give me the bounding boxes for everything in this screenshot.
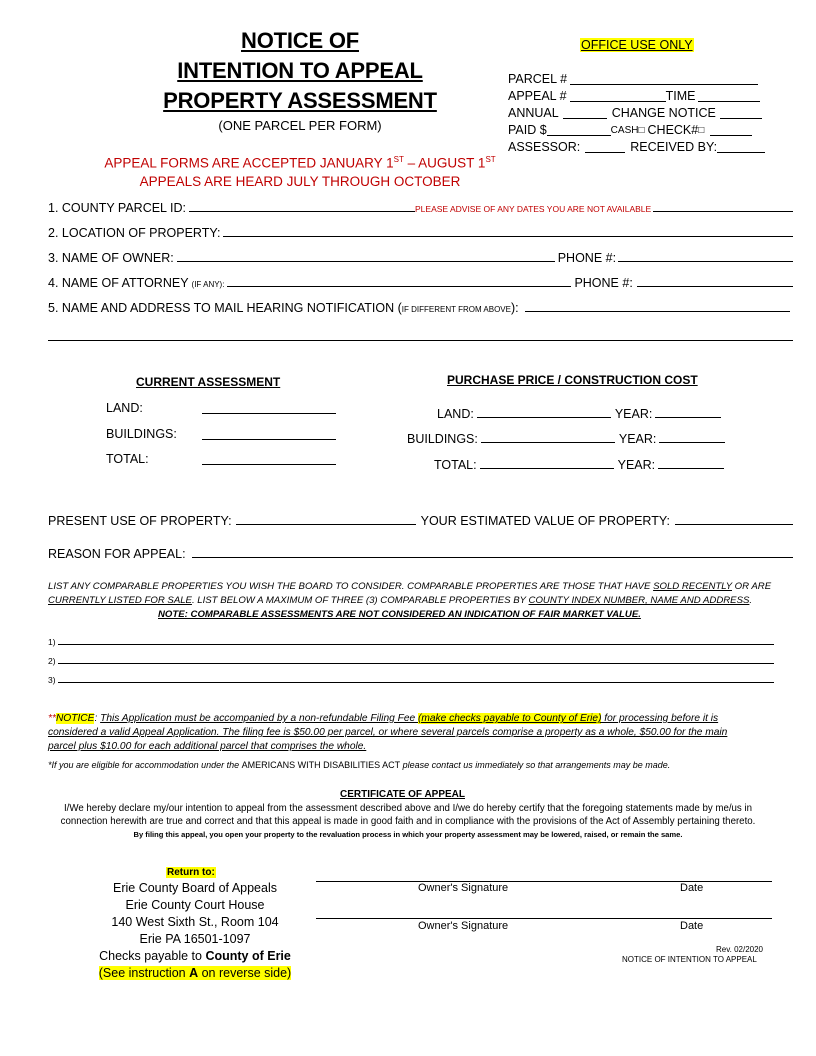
- present-use-line[interactable]: [236, 524, 416, 525]
- comparables-line-1: LIST ANY COMPARABLE PROPERTIES YOU WISH THE BOARD TO CONSIDER. COMPARABLE PROPERTIES ARE THOSE THAT HAVE SOLD RECENTLY OR ARE: [48, 581, 772, 592]
- return-line-1: Erie County Board of Appeals: [113, 881, 277, 895]
- purchase-total-line[interactable]: [480, 468, 614, 469]
- comparables-instructions: [48, 580, 793, 608]
- form-title: [140, 26, 460, 116]
- return-address: [90, 880, 300, 982]
- title-line-3: PROPERTY ASSESSMENT: [163, 88, 437, 113]
- office-annual-line[interactable]: [563, 118, 607, 119]
- cash-checkbox[interactable]: □: [638, 125, 645, 136]
- purchase-land-line[interactable]: [477, 417, 611, 418]
- owner-line[interactable]: [177, 261, 555, 262]
- office-parcel-line[interactable]: [570, 84, 758, 85]
- current-assessment-heading: CURRENT ASSESSMENT: [136, 375, 281, 389]
- availability-note: PLEASE ADVISE OF ANY DATES YOU ARE NOT AVAILABLE: [415, 204, 652, 214]
- purchase-buildings-row: BUILDINGS: YEAR:: [407, 432, 725, 446]
- purchase-land-row: LAND: YEAR:: [437, 407, 721, 421]
- comparable-3-line[interactable]: [58, 682, 774, 683]
- date-label-2: Date: [680, 920, 704, 932]
- office-change-notice-line[interactable]: [720, 118, 762, 119]
- current-buildings-label: BUILDINGS:: [106, 427, 177, 441]
- current-buildings-line[interactable]: [202, 439, 336, 440]
- purchase-buildings-line[interactable]: [481, 442, 615, 443]
- purchase-land-year-line[interactable]: [655, 417, 721, 418]
- office-use-block: [508, 71, 768, 156]
- filing-fee-notice: [48, 712, 778, 754]
- office-use-title: OFFICE USE ONLY: [581, 38, 693, 52]
- form-name-footer: NOTICE OF INTENTION TO APPEAL: [622, 955, 757, 964]
- field-owner: 3. NAME OF OWNER: PHONE #:: [48, 251, 793, 265]
- notice-line-1: **NOTICE: This Application must be accompanied by a non-refundable Filing Fee (make checks payable to County of Erie) for processing before it is: [48, 713, 719, 724]
- parcel-id-line[interactable]: [189, 211, 415, 212]
- comparables-line-2: CURRENTLY LISTED FOR SALE. LIST BELOW A MAXIMUM OF THREE (3) COMPARABLE PROPERTIES BY COUNTY INDEX NUMBER, NAME AND ADDRESS.: [48, 595, 753, 606]
- current-total-label: TOTAL:: [106, 452, 149, 466]
- current-land-line[interactable]: [202, 413, 336, 414]
- office-parcel-row: PARCEL #: [508, 71, 768, 88]
- field-attorney: 4. NAME OF ATTORNEY (IF ANY): PHONE #:: [48, 276, 793, 290]
- purchase-buildings-year-line[interactable]: [659, 442, 725, 443]
- return-line-3: 140 West Sixth St., Room 104: [111, 915, 279, 929]
- notice-line-3: parcel plus $10.00 for each additional parcel that comprises the whole.: [48, 741, 367, 752]
- purchase-total-row: TOTAL: YEAR:: [434, 458, 724, 472]
- title-line-2: INTENTION TO APPEAL: [177, 58, 423, 83]
- office-check-line[interactable]: [710, 135, 752, 136]
- certificate-line-3: By filing this appeal, you open your property to the revaluation process in which your property assessment may be lowered, raised, or remain the same.: [133, 830, 683, 839]
- location-line[interactable]: [223, 236, 794, 237]
- return-line-2: Erie County Court House: [125, 898, 265, 912]
- office-assessor-line[interactable]: [585, 152, 625, 153]
- purchase-heading: PURCHASE PRICE / CONSTRUCTION COST: [447, 373, 698, 387]
- accepted-line: APPEAL FORMS ARE ACCEPTED JANUARY 1ST – AUGUST 1ST: [104, 155, 496, 171]
- ada-notice: *If you are eligible for accommodation under the AMERICANS WITH DISABILITIES ACT please contact us immediately so that arrangements may be made.: [48, 760, 671, 770]
- office-received-line[interactable]: [717, 152, 765, 153]
- reason-line[interactable]: [192, 557, 793, 558]
- owner-signature-label-1: Owner's Signature: [418, 882, 509, 894]
- check-checkbox[interactable]: □: [698, 125, 705, 136]
- comparable-1: 1): [48, 637, 774, 647]
- comparables-note: NOTE: COMPARABLE ASSESSMENTS ARE NOT CONSIDERED AN INDICATION OF FAIR MARKET VALUE.: [158, 609, 641, 620]
- return-line-4: Erie PA 16501-1097: [139, 932, 251, 946]
- certificate-line-2: connection herewith are true and correct and that this appeal is made in good faith and in compliance with the provisions of the Act of Assembly pertaining thereto.: [60, 816, 756, 827]
- certificate-line-1: I/We hereby declare my/our intention to appeal from the assessment described above and I/we do hereby certify that the foregoing statements made by me/us in: [63, 803, 752, 814]
- field-location: 2. LOCATION OF PROPERTY:: [48, 226, 793, 240]
- comparable-1-line[interactable]: [58, 644, 774, 645]
- signature-line-1[interactable]: [316, 881, 772, 882]
- office-paid-row: PAID $ CASH □ CHECK# □: [508, 122, 768, 139]
- certificate-text: [40, 802, 776, 841]
- purchase-total-year-line[interactable]: [658, 468, 724, 469]
- current-total-line[interactable]: [202, 464, 336, 465]
- reason-row: REASON FOR APPEAL:: [48, 547, 793, 561]
- present-use-row: PRESENT USE OF PROPERTY: YOUR ESTIMATED VALUE OF PROPERTY:: [48, 514, 793, 528]
- heard-line: APPEALS ARE HEARD JULY THROUGH OCTOBER: [139, 173, 461, 189]
- return-to-label: Return to:: [167, 867, 215, 878]
- attorney-line[interactable]: [227, 286, 571, 287]
- mailing-line-2[interactable]: [48, 340, 793, 341]
- title-line-1: NOTICE OF: [241, 28, 359, 53]
- office-appeal-line[interactable]: [570, 101, 666, 102]
- attorney-phone-line[interactable]: [637, 286, 793, 287]
- current-land-label: LAND:: [106, 401, 143, 415]
- mailing-line-1[interactable]: [525, 311, 790, 312]
- office-assessor-row: ASSESSOR: RECEIVED BY:: [508, 139, 768, 156]
- form-subtitle: (ONE PARCEL PER FORM): [218, 118, 382, 133]
- field-mailing-address: 5. NAME AND ADDRESS TO MAIL HEARING NOTIFICATION ( IF DIFFERENT FROM ABOVE ):: [48, 301, 790, 315]
- office-appeal-row: APPEAL # TIME: [508, 88, 768, 105]
- estimated-value-line[interactable]: [675, 524, 793, 525]
- certificate-heading: CERTIFICATE OF APPEAL: [340, 789, 465, 800]
- comparable-3: 3): [48, 675, 774, 685]
- signature-line-2[interactable]: [316, 918, 772, 919]
- availability-line[interactable]: [653, 211, 793, 212]
- field-county-parcel-id: 1. COUNTY PARCEL ID: PLEASE ADVISE OF ANY DATES YOU ARE NOT AVAILABLE: [48, 201, 793, 215]
- date-label-1: Date: [680, 882, 704, 894]
- owner-signature-label-2: Owner's Signature: [418, 920, 509, 932]
- office-paid-line[interactable]: [547, 135, 611, 136]
- office-annual-row: ANNUAL CHANGE NOTICE: [508, 105, 768, 122]
- comparable-2-line[interactable]: [58, 663, 774, 664]
- notice-line-2: considered a valid Appeal Application. The filing fee is $50.00 per parcel, or where several parcels comprise a property as a whole, $50.00 for the main: [48, 727, 728, 738]
- office-time-line[interactable]: [698, 101, 760, 102]
- reverse-instruction: (See instruction A on reverse side): [98, 966, 292, 980]
- acceptance-dates: [80, 151, 520, 191]
- checks-payable: Checks payable to County of Erie: [99, 949, 291, 963]
- comparable-2: 2): [48, 656, 774, 666]
- owner-phone-line[interactable]: [618, 261, 793, 262]
- revision-label: Rev. 02/2020: [716, 945, 763, 954]
